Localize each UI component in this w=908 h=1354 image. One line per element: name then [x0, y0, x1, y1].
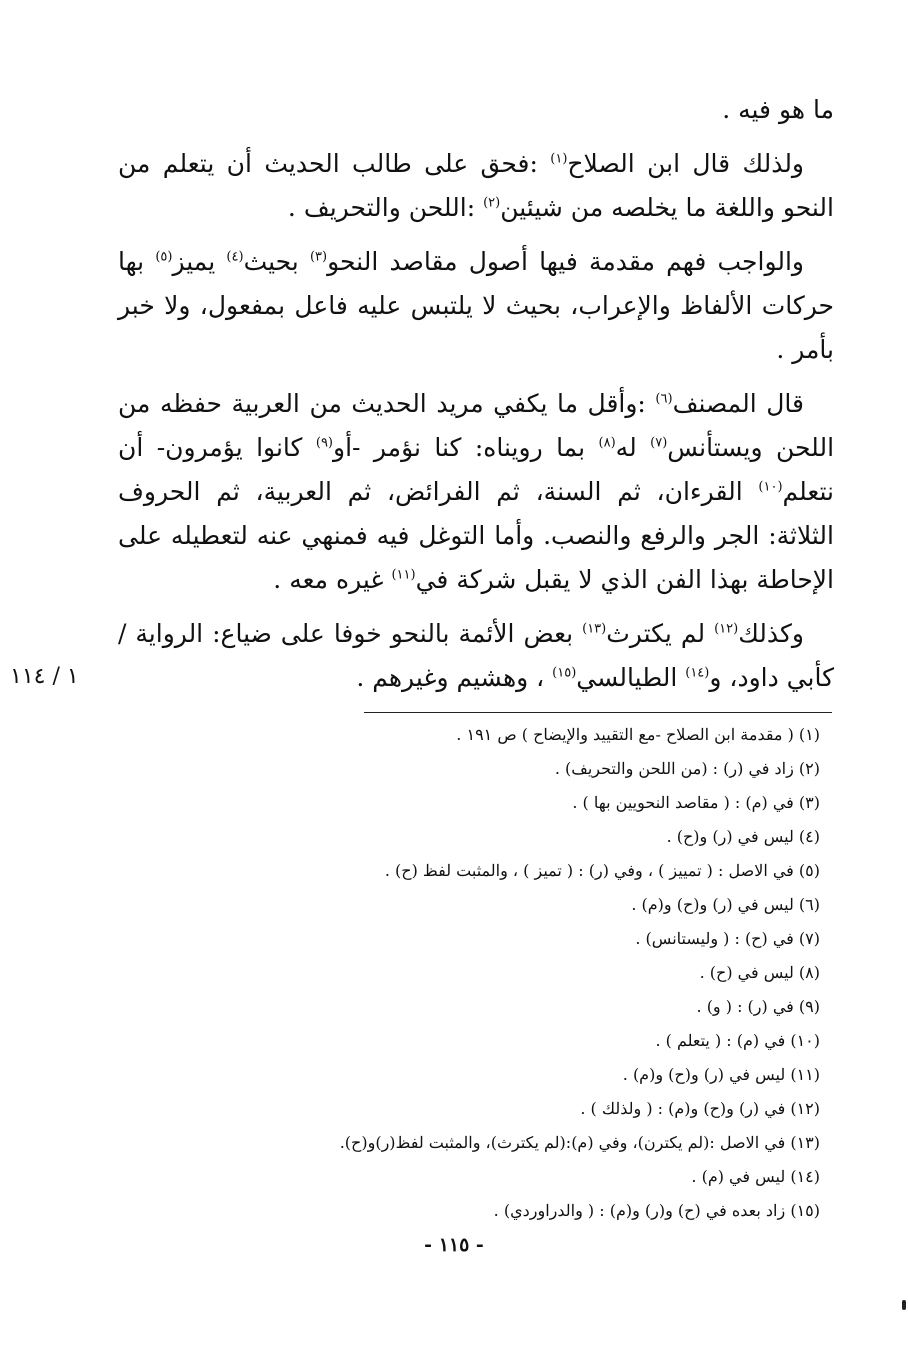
text-run: :وأقل ما يكفي مريد الحديث من العربية حفظه من اللحن ويستأنس: [118, 389, 835, 462]
page-number: - ١١٥ -: [424, 1234, 484, 1256]
footnote-ref[interactable]: (٧): [650, 435, 668, 451]
footnote-ref[interactable]: (١٠): [758, 479, 783, 495]
footnote-ref[interactable]: (٣): [309, 249, 328, 265]
footnote-14: (١٤) ليس في (م) .: [691, 1167, 820, 1186]
footnotes-list: [200, 718, 820, 1228]
manuscript-folio-note: ١ / ١١٤: [10, 664, 79, 689]
footnote-3: (٣) في (م) : ( مقاصد النحويين بها ) .: [572, 793, 820, 812]
footnote-11: (١١) ليس في (ر) و(ح) و(م) .: [622, 1065, 820, 1084]
paragraph-3: [118, 382, 834, 602]
text-run: القرءان، ثم السنة، ثم الفرائض، ثم العربية، ثم الحروف الثلاثة: الجر والرفع والنصب. وأما التوغل فيه فمنهي عنه لتعطيله على الإحاطة بهذا الفن الذي لا يقبل شركة في: [118, 477, 834, 594]
continuation-line: [118, 88, 834, 132]
footnote-15: (١٥) زاد بعده في (ح) و(ر) و(م) : ( والدراوردي) .: [493, 1201, 820, 1220]
footnote-ref[interactable]: (٢): [483, 195, 501, 211]
footnote-separator: [364, 712, 832, 713]
footnote-ref[interactable]: (١١): [391, 567, 416, 583]
text-run: :اللحن والتحريف .: [287, 193, 484, 222]
footnote-9: (٩) في (ر) : ( و) .: [696, 997, 820, 1016]
text-run: كانوا يؤمرون- أن نتعلم: [118, 433, 834, 506]
footnote-13: (١٣) في الاصل :(لم يكترن)، وفي (م):(لم يكترث)، والمثبت لفظ(ر)و(ح).: [339, 1133, 820, 1152]
footnote-8: (٨) ليس في (ح) .: [699, 963, 820, 982]
footnote-ref[interactable]: (٥): [155, 249, 173, 265]
footnote-ref[interactable]: (٨): [598, 435, 616, 451]
footnote-ref[interactable]: (٩): [315, 435, 333, 451]
footnote-6: (٦) ليس في (ر) و(ح) و(م) .: [631, 895, 820, 914]
footnote-ref[interactable]: (١٣): [582, 621, 607, 637]
main-text: [118, 88, 834, 700]
paragraph-1: [118, 142, 834, 230]
scan-edge-mark: [902, 1300, 906, 1310]
text-run: بعض الأئمة بالنحو خوفا على ضياع: الرواية /كأبي داود، و: [118, 619, 834, 692]
footnote-12: (١٢) في (ر) و(ح) و(م) : ( ولذلك ) .: [580, 1099, 820, 1118]
footnote-1: (١) ( مقدمة ابن الصلاح -مع التقييد والإيضاح ) ص ١٩١ .: [456, 725, 820, 744]
text-run: وكذلك: [738, 619, 804, 648]
footnote-ref[interactable]: (١٤): [685, 665, 710, 681]
footnote-4: (٤) ليس في (ر) و(ح) .: [666, 827, 820, 846]
footnote-ref[interactable]: (١٢): [714, 621, 739, 637]
footnote-7: (٧) في (ح) : ( وليستانس) .: [635, 929, 820, 948]
text-run: لم يكترث: [606, 619, 715, 648]
paragraph-4: [118, 612, 834, 700]
text-run: له: [615, 433, 651, 462]
text-run: بها حركات الألفاظ والإعراب، بحيث لا يلتبس عليه فاعل بمفعول، ولا خبر بأمر .: [118, 247, 834, 364]
paragraph-2: [118, 240, 834, 372]
text-run: :فحق على طالب الحديث أن يتعلم من النحو واللغة ما يخلصه من شيئين: [118, 149, 834, 222]
text-run: والواجب فهم مقدمة فيها أصول مقاصد النحو: [327, 247, 804, 276]
footnote-ref[interactable]: (٤): [226, 249, 244, 265]
footnote-ref[interactable]: (٦): [655, 391, 673, 407]
footnote-ref[interactable]: (١٥): [552, 665, 577, 681]
text-run: بما رويناه: كنا نؤمر -أو: [333, 433, 599, 462]
footnote-ref[interactable]: (١): [550, 151, 568, 167]
footnote-10: (١٠) في (م) : ( يتعلم ) .: [655, 1031, 820, 1050]
text-run: غيره معه .: [273, 565, 392, 594]
text-run: ، وهشيم وغيرهم .: [356, 663, 553, 692]
footnote-2: (٢) زاد في (ر) : (من اللحن والتحريف) .: [554, 759, 820, 778]
text-run: ما هو فيه .: [722, 95, 834, 124]
text-run: الطيالسي: [576, 663, 686, 692]
text-run: بحيث: [243, 247, 310, 276]
text-run: يميز: [172, 247, 227, 276]
text-run: ولذلك قال ابن الصلاح: [567, 149, 805, 178]
text-run: قال المصنف: [672, 389, 804, 418]
footnote-5: (٥) في الاصل : ( تمييز ) ، وفي (ر) : ( تميز ) ، والمثبت لفظ (ح) .: [384, 861, 820, 880]
